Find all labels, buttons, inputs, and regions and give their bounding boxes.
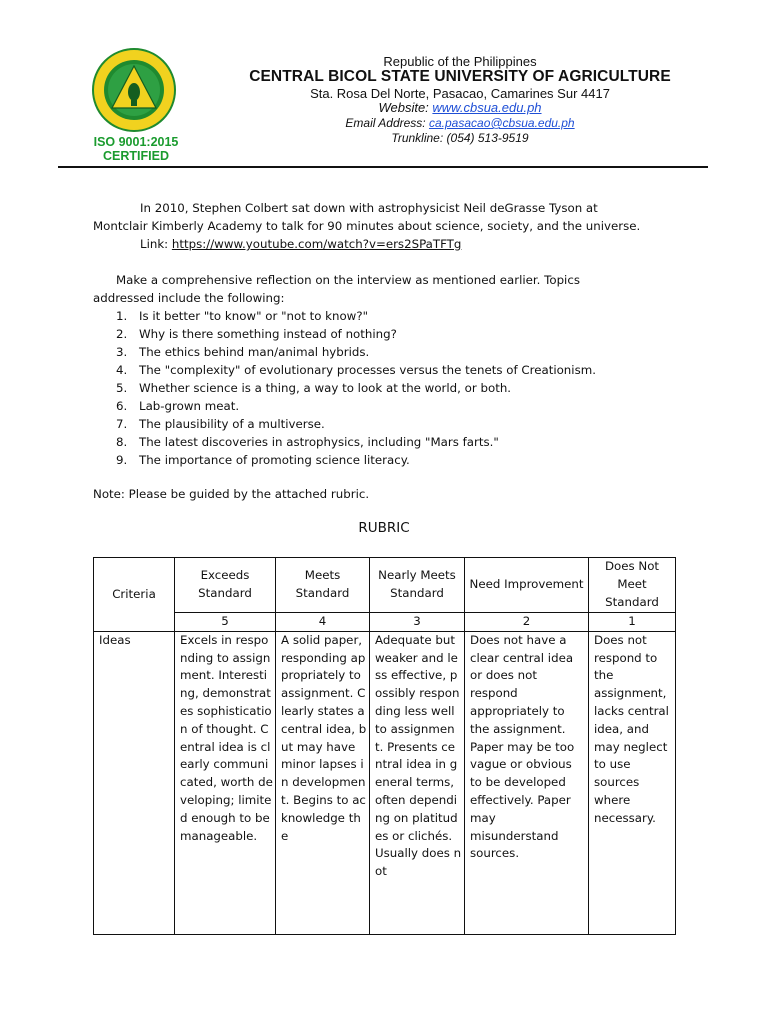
table-cell: Does not have a clear central idea or does not respond appropriately to the assignment. Paper may be too vague or obvious to be developed effectively. Paper may misunderstand sources. [465, 631, 589, 934]
rubric-note: Note: Please be guided by the attached rubric. [93, 487, 370, 501]
video-link-line [140, 235, 461, 253]
score-cell: 2 [465, 613, 589, 632]
table-cell: Does not respond to the assignment, lacks central idea, and may neglect to use sources where necessary. [589, 631, 676, 934]
table-row [94, 631, 676, 934]
email-link[interactable]: ca.pasacao@cbsua.edu.ph [428, 116, 575, 130]
level-header: Does Not Meet Standard [589, 558, 676, 613]
email-line [150, 116, 768, 130]
table-cell: Adequate but weaker and less effective, possibly responding less well to assignment. Presents central idea in general terms, often depending on platitudes or clichés. Usually does not [370, 631, 465, 934]
republic-line: Republic of the Philippines [383, 54, 537, 69]
list-item: 5. Whether science is a thing, a way to look at the world, or both. [116, 381, 512, 395]
list-item: 6. Lab-grown meat. [116, 399, 240, 413]
criteria-header: Criteria [94, 558, 175, 632]
list-item: 2. Why is there something instead of nothing? [116, 327, 397, 341]
university-address: Sta. Rosa Del Norte, Pasacao, Camarines Sur 4417 [310, 86, 610, 101]
score-cell: 5 [175, 613, 276, 632]
list-item: 9. The importance of promoting science literacy. [116, 453, 410, 467]
level-header: Need Improvement [465, 558, 589, 613]
topics-list [116, 307, 596, 469]
level-header: Nearly Meets Standard [370, 558, 465, 613]
list-item: 7. The plausibility of a multiverse. [116, 417, 325, 431]
website-label: Website: [378, 100, 433, 115]
level-header: Meets Standard [276, 558, 370, 613]
email-label: Email Address: [345, 116, 429, 130]
rubric-table [93, 557, 676, 935]
list-item: 4. The "complexity" of evolutionary processes versus the tenets of Creationism. [116, 363, 596, 377]
level-header: Exceeds Standard [175, 558, 276, 613]
score-cell: 4 [276, 613, 370, 632]
list-item: 1. Is it better "to know" or "not to know?" [116, 309, 369, 323]
website-link[interactable]: www.cbsua.edu.ph [432, 100, 542, 115]
website-line [150, 100, 768, 115]
trunkline: Trunkline: (054) 513-9519 [391, 131, 529, 145]
university-name: CENTRAL BICOL STATE UNIVERSITY OF AGRICULTURE [249, 68, 671, 85]
header-divider [58, 166, 708, 168]
instructions-line-2: addressed include the following: [93, 291, 285, 305]
criterion-label: Ideas [94, 631, 175, 934]
intro-line-1: In 2010, Stephen Colbert sat down with astrophysicist Neil deGrasse Tyson at [140, 201, 598, 215]
video-link[interactable]: https://www.youtube.com/watch?v=ers2SPaTFTg [171, 237, 462, 251]
list-item: 8. The latest discoveries in astrophysics, including "Mars farts." [116, 435, 499, 449]
instructions-line-1: Make a comprehensive reflection on the interview as mentioned earlier. Topics [116, 273, 580, 287]
list-item: 3. The ethics behind man/animal hybrids. [116, 345, 370, 359]
table-cell: Excels in responding to assignment. Interesting, demonstrates sophistication of thought. Central idea is clearly communicated, worth developing; limited enough to be manageable. [175, 631, 276, 934]
score-cell: 1 [589, 613, 676, 632]
score-row [94, 613, 676, 632]
table-header-row [94, 558, 676, 613]
link-label: Link: [140, 237, 172, 251]
table-cell: A solid paper, responding appropriately to assignment. Clearly states a central idea, but may have minor lapses in development. Begins to acknowledge the [276, 631, 370, 934]
intro-line-2: Montclair Kimberly Academy to talk for 90 minutes about science, society, and the universe. [93, 219, 641, 233]
certified-label: CERTIFIED [103, 149, 169, 163]
score-cell: 3 [370, 613, 465, 632]
rubric-title: RUBRIC [358, 520, 410, 536]
iso-label: ISO 9001:2015 [93, 135, 179, 149]
